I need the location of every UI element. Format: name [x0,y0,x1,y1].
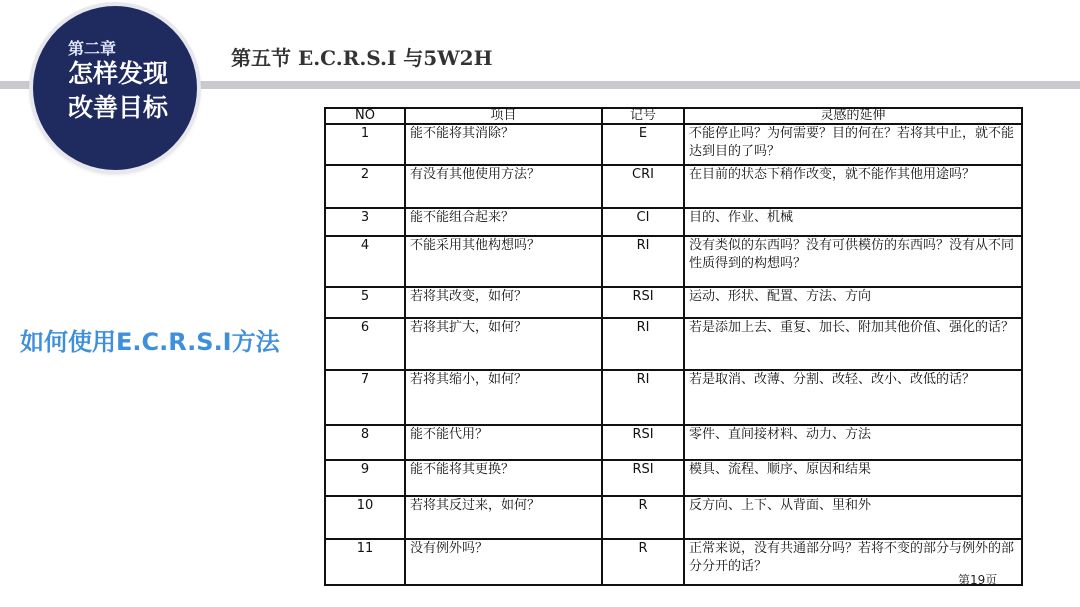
row-idea: 目的、作业、机械 [684,208,1022,236]
row-item: 有没有其他使用方法？ [405,165,602,207]
table-header-row [325,108,1022,124]
row-idea: 反方向、上下、从背面、里和外 [684,496,1022,538]
row-code: RI [602,236,684,287]
row-item: 能不能代用？ [405,425,602,460]
table-row [325,208,1022,236]
row-item: 若将其缩小，如何？ [405,370,602,425]
row-no: 8 [325,425,405,460]
chapter-number: 第二章 [68,39,117,58]
row-no: 11 [325,539,405,585]
row-no: 3 [325,208,405,236]
row-idea: 正常来说，没有共通部分吗？若将不变的部分与例外的部分分开的话？ [684,539,1022,585]
table-row [325,236,1022,287]
row-no: 2 [325,165,405,207]
table-row [325,425,1022,460]
row-no: 4 [325,236,405,287]
table-row [325,370,1022,425]
page-number: 第19页 [958,573,998,587]
row-item: 若将其扩大，如何？ [405,318,602,369]
header-code: 记号 [602,108,684,124]
row-code: RSI [602,287,684,318]
table-row [325,539,1022,585]
row-no: 10 [325,496,405,538]
row-item: 没有例外吗？ [405,539,602,585]
row-code: RI [602,370,684,425]
row-no: 7 [325,370,405,425]
row-item: 若将其改变，如何？ [405,287,602,318]
chapter-title-line1: 怎样发现 [68,59,169,88]
row-item: 能不能将其更换？ [405,460,602,496]
row-idea: 零件、直间接材料、动力、方法 [684,425,1022,460]
section-title: 第五节 E.C.R.S.I 与5W2H [231,46,493,70]
row-code: R [602,539,684,585]
row-code: RSI [602,460,684,496]
table-row [325,318,1022,369]
table-row [325,460,1022,496]
chapter-title-line2: 改善目标 [68,93,169,122]
table-row [325,124,1022,165]
row-idea: 没有类似的东西吗？没有可供模仿的东西吗？没有从不同性质得到的构想吗？ [684,236,1022,287]
header-no: NO [325,108,405,124]
row-no: 6 [325,318,405,369]
row-no: 1 [325,124,405,165]
header-idea: 灵感的延伸 [684,108,1022,124]
row-idea: 若是添加上去、重复、加长、附加其他价值、强化的话？ [684,318,1022,369]
row-item: 不能采用其他构想吗？ [405,236,602,287]
row-idea: 模具、流程、顺序、原因和结果 [684,460,1022,496]
row-no: 9 [325,460,405,496]
row-idea: 若是取消、改薄、分割、改轻、改小、改低的话？ [684,370,1022,425]
row-idea: 不能停止吗？为何需要？目的何在？若将其中止，就不能达到目的了吗？ [684,124,1022,165]
row-code: CI [602,208,684,236]
row-code: R [602,496,684,538]
row-idea: 在目前的状态下稍作改变，就不能作其他用途吗？ [684,165,1022,207]
table-row [325,165,1022,207]
table-row [325,287,1022,318]
row-code: E [602,124,684,165]
row-code: CRI [602,165,684,207]
ecrsi-table [324,107,1023,586]
row-code: RSI [602,425,684,460]
row-no: 5 [325,287,405,318]
row-idea: 运动、形状、配置、方法、方向 [684,287,1022,318]
table-row [325,496,1022,538]
row-item: 能不能将其消除？ [405,124,602,165]
side-label: 如何使用E.C.R.S.I方法 [20,328,280,356]
row-code: RI [602,318,684,369]
row-item: 若将其反过来，如何？ [405,496,602,538]
header-item: 项目 [405,108,602,124]
row-item: 能不能组合起来？ [405,208,602,236]
chapter-badge [33,6,197,170]
